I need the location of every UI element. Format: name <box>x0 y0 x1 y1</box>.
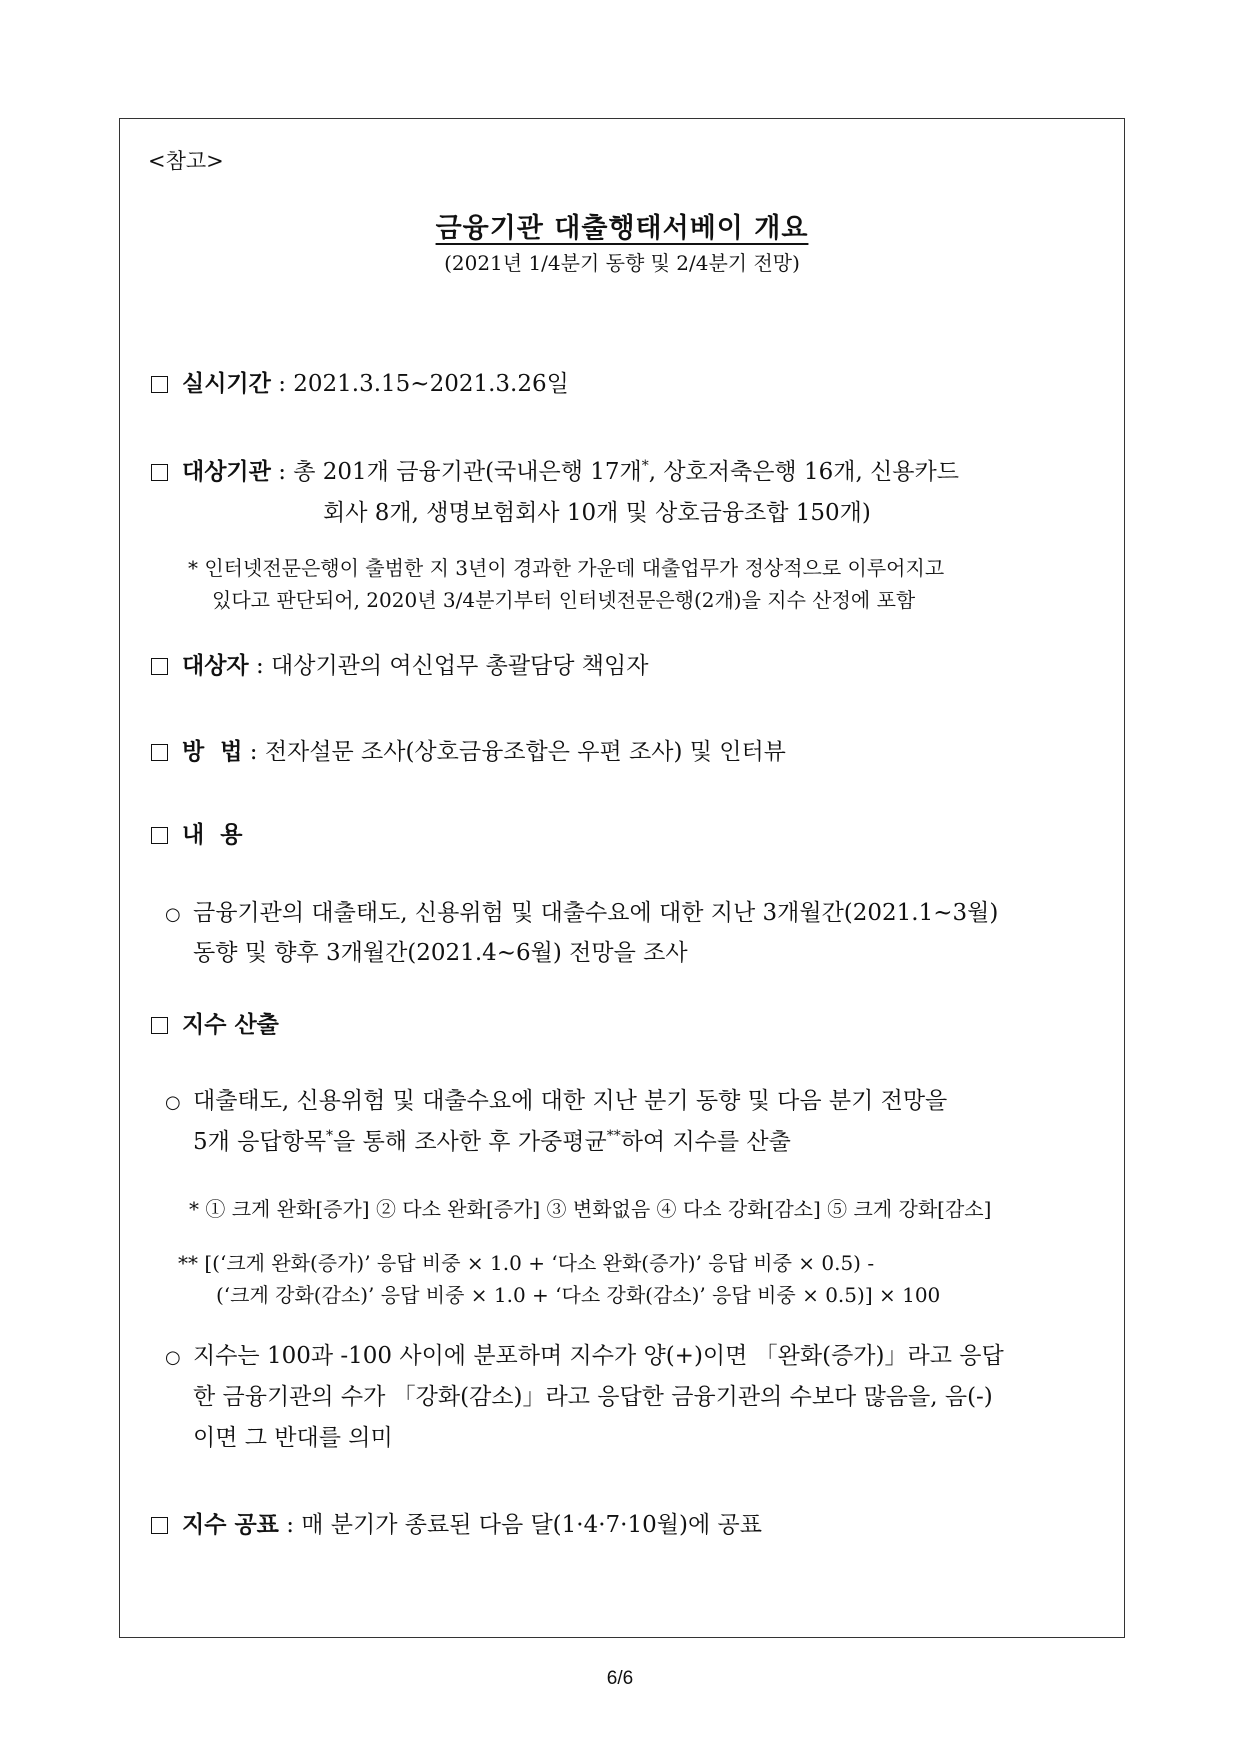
bullet-text: 금융기관의 대출태도, 신용위험 및 대출수요에 대한 지난 3개월간(2021.1~3월) <box>193 900 999 926</box>
section-text: , 상호저축은행 16개, 신용카드 <box>648 459 959 485</box>
targets-footnote-2: 있다고 판단되어, 2020년 3/4분기부터 인터넷전문은행(2개)을 지수 산정에 포함 <box>212 588 916 612</box>
checkbox-square-icon <box>151 658 168 675</box>
page-title: 금융기관 대출행태서베이 개요 <box>435 213 809 244</box>
index-bullet2-line3: 이면 그 반대를 의미 <box>193 1425 393 1451</box>
checkbox-square-icon <box>151 376 168 393</box>
section-text: : 매 분기가 종료된 다음 달(1·4·7·10월)에 공표 <box>286 1512 762 1538</box>
bullet-text: 5개 응답항목 <box>193 1129 327 1155</box>
section-index-calc <box>151 1006 279 1039</box>
index-footnote-1: * ① 크게 완화[증가] ② 다소 완화[증가] ③ 변화없음 ④ 다소 강화[감소] ⑤ 크게 강화[감소] <box>189 1197 992 1221</box>
section-head: 내 용 <box>182 821 243 848</box>
section-period <box>151 365 569 398</box>
checkbox-square-icon <box>151 1017 168 1034</box>
section-head: 실시기간 <box>182 370 271 397</box>
index-bullet-line1 <box>165 1082 947 1115</box>
index-bullet2-line2: 한 금융기관의 수가 「강화(감소)」라고 응답한 금융기관의 수보다 많음을, 음(-) <box>193 1384 993 1410</box>
section-method <box>151 733 786 766</box>
section-head: 대상자 <box>182 652 249 679</box>
section-respondent <box>151 647 648 680</box>
page-subtitle: (2021년 1/4분기 동향 및 2/4분기 전망) <box>444 251 800 275</box>
index-footnote-2-line1: ** [(‘크게 완화(증가)’ 응답 비중 × 1.0 + ‘다소 완화(증가)’ 응답 비중 × 0.5) - <box>178 1251 875 1275</box>
section-head: 지수 공표 <box>182 1511 279 1538</box>
checkbox-square-icon <box>151 1517 168 1534</box>
targets-footnote-1: * 인터넷전문은행이 출범한 지 3년이 경과한 가운데 대출업무가 정상적으로 이루어지고 <box>188 556 945 580</box>
section-head: 방 법 <box>182 738 243 765</box>
index-bullet-line2 <box>193 1123 791 1156</box>
checkbox-square-icon <box>151 744 168 761</box>
bullet-circle-icon: ○ <box>165 1347 181 1368</box>
section-publication <box>151 1506 762 1539</box>
section-content <box>151 816 242 849</box>
section-text: : 전자설문 조사(상호금융조합은 우편 조사) 및 인터뷰 <box>249 739 786 765</box>
bullet-text: 을 통해 조사한 후 가중평균 <box>333 1129 607 1155</box>
section-targets <box>151 453 959 486</box>
section-head: 지수 산출 <box>182 1011 279 1038</box>
checkbox-square-icon <box>151 827 168 844</box>
checkbox-square-icon <box>151 464 168 481</box>
reference-box <box>119 118 1125 1638</box>
index-footnote-2-line2: (‘크게 강화(감소)’ 응답 비중 × 1.0 + ‘다소 강화(감소)’ 응답 비중 × 0.5)] × 100 <box>216 1283 941 1307</box>
bullet-text: 대출태도, 신용위험 및 대출수요에 대한 지난 분기 동향 및 다음 분기 전망을 <box>193 1088 948 1114</box>
footnote-mark: ** <box>606 1128 621 1144</box>
page-number: 6/6 <box>606 1668 634 1689</box>
bullet-text: 지수는 100과 -100 사이에 분포하며 지수가 양(+)이면 「완화(증가)」라고 응답 <box>193 1343 1004 1369</box>
section-text: : 2021.3.15~2021.3.26일 <box>278 371 569 397</box>
section-text: : 대상기관의 여신업무 총괄담당 책임자 <box>255 653 649 679</box>
note-label: <참고> <box>148 149 224 173</box>
footnote-mark: * <box>326 1128 334 1144</box>
index-bullet2-line1 <box>165 1337 1004 1370</box>
bullet-text: 하여 지수를 산출 <box>620 1129 791 1155</box>
content-bullet-line1 <box>165 894 998 927</box>
footnote-mark: * <box>641 458 649 474</box>
section-head: 대상기관 <box>182 458 271 485</box>
bullet-circle-icon: ○ <box>165 904 181 925</box>
section-text: : 총 201개 금융기관(국내은행 17개 <box>278 459 642 485</box>
content-bullet-line2: 동향 및 향후 3개월간(2021.4∼6월) 전망을 조사 <box>193 940 688 966</box>
bullet-circle-icon: ○ <box>165 1092 181 1113</box>
targets-line2: 회사 8개, 생명보험회사 10개 및 상호금융조합 150개) <box>323 500 871 526</box>
